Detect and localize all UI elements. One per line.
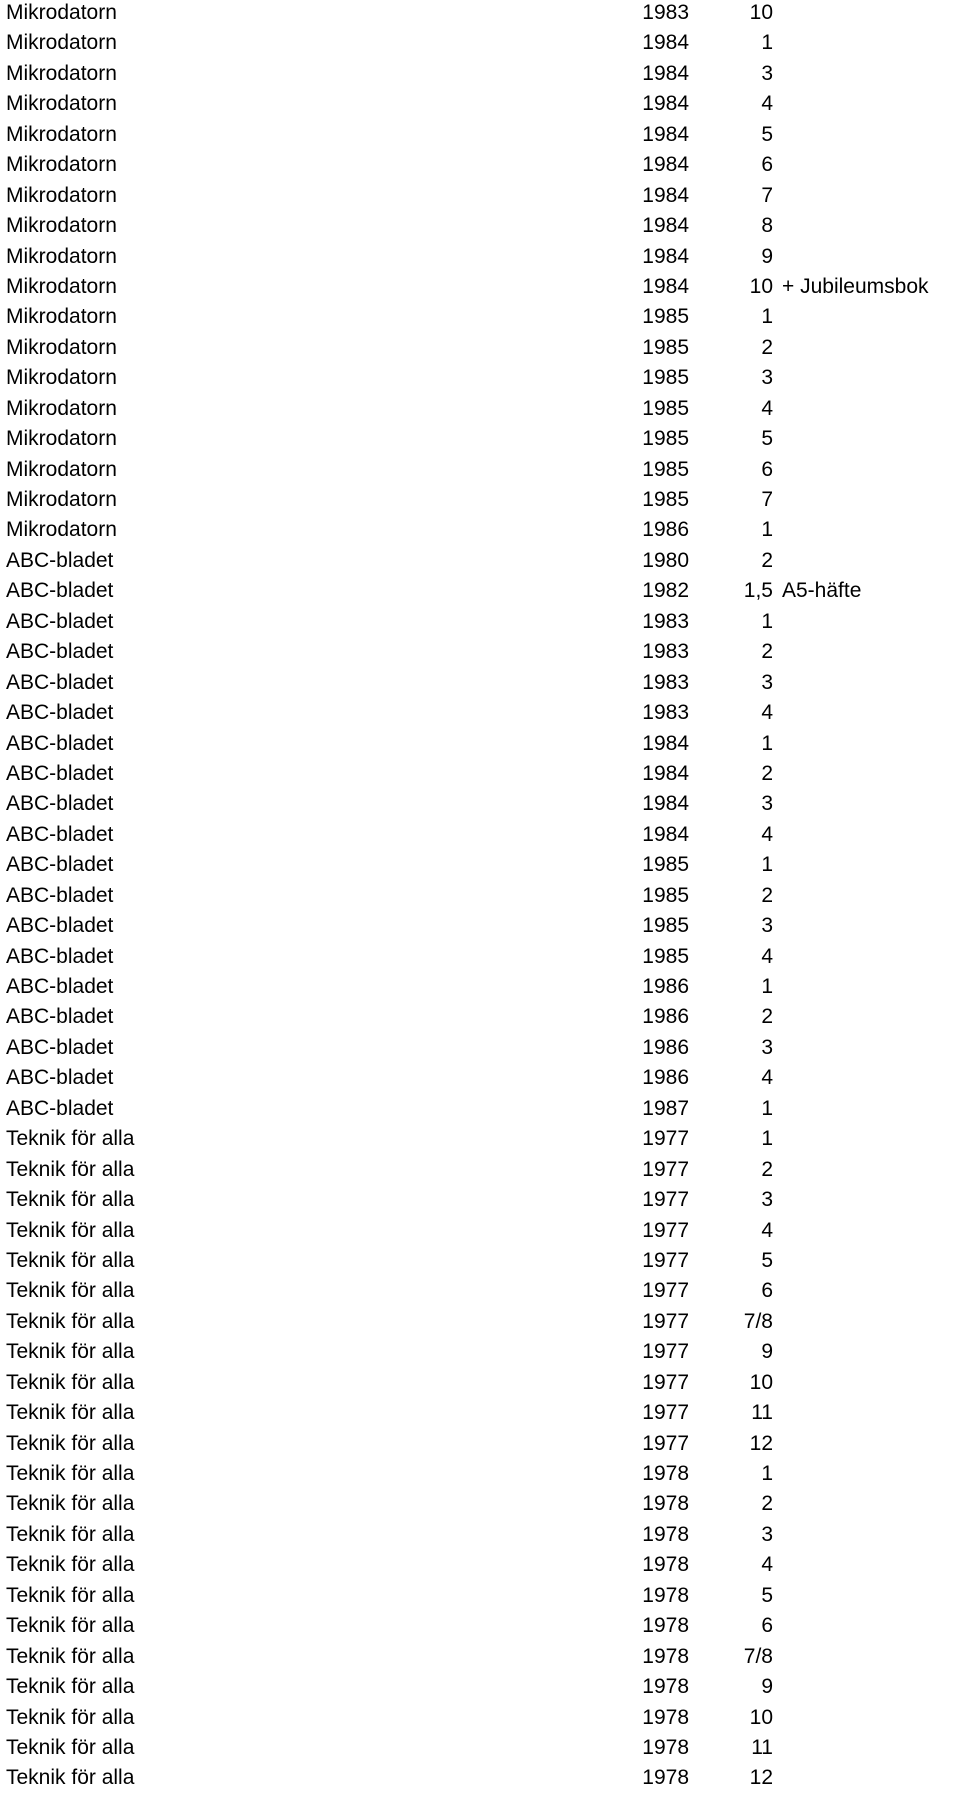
year-cell: 1984	[642, 183, 689, 207]
table-row	[0, 1733, 960, 1763]
table-row	[0, 546, 960, 576]
table-row	[0, 881, 960, 911]
issue-number-cell: 1	[761, 609, 773, 633]
year-cell: 1978	[642, 1553, 689, 1577]
issue-number-cell: 4	[761, 1553, 773, 1577]
issue-number-cell: 2	[761, 1492, 773, 1516]
issue-number-cell: 1,5	[743, 579, 773, 603]
table-row	[0, 394, 960, 424]
magazine-title-cell: ABC-bladet	[6, 853, 114, 877]
table-row	[0, 1459, 960, 1489]
issue-number-cell: 3	[761, 61, 773, 85]
issue-number-cell: 1	[761, 305, 773, 329]
table-row	[0, 1429, 960, 1459]
table-row	[0, 1489, 960, 1519]
magazine-title-cell: Mikrodatorn	[6, 518, 117, 542]
issue-number-cell: 2	[761, 335, 773, 359]
magazine-title-cell: ABC-bladet	[6, 548, 114, 572]
year-cell: 1977	[642, 1431, 689, 1455]
year-cell: 1983	[642, 701, 689, 725]
magazine-title-cell: Mikrodatorn	[6, 1, 117, 24]
issue-number-cell: 11	[751, 1735, 773, 1759]
year-cell: 1987	[642, 1096, 689, 1120]
magazine-title-cell: ABC-bladet	[6, 1066, 114, 1090]
magazine-title-cell: ABC-bladet	[6, 670, 114, 694]
table-row	[0, 1368, 960, 1398]
magazine-title-cell: Teknik för alla	[6, 1340, 135, 1364]
magazine-title-cell: Teknik för alla	[6, 1401, 135, 1425]
year-cell: 1985	[642, 853, 689, 877]
table-row	[0, 181, 960, 211]
table-row	[0, 1124, 960, 1154]
table-row	[0, 1276, 960, 1306]
table-row	[0, 820, 960, 850]
issue-number-cell: 5	[761, 1248, 773, 1272]
magazine-title-cell: ABC-bladet	[6, 761, 114, 785]
year-cell: 1977	[642, 1279, 689, 1303]
year-cell: 1984	[642, 214, 689, 238]
year-cell: 1982	[642, 579, 689, 603]
magazine-title-cell: ABC-bladet	[6, 1096, 114, 1120]
issue-number-cell: 3	[761, 1522, 773, 1546]
table-row	[0, 1033, 960, 1063]
table-row	[0, 89, 960, 119]
table-row	[0, 363, 960, 393]
issue-number-cell: 5	[761, 1583, 773, 1607]
year-cell: 1977	[642, 1309, 689, 1333]
magazine-title-cell: ABC-bladet	[6, 914, 114, 938]
table-row	[0, 59, 960, 89]
table-row	[0, 1002, 960, 1032]
issue-number-cell: 2	[761, 1005, 773, 1029]
magazine-title-cell: Teknik för alla	[6, 1248, 135, 1272]
year-cell: 1978	[642, 1614, 689, 1638]
table-row	[0, 1550, 960, 1580]
year-cell: 1978	[642, 1583, 689, 1607]
issue-number-cell: 4	[761, 92, 773, 116]
table-row	[0, 1703, 960, 1733]
table-row	[0, 120, 960, 150]
issue-number-cell: 10	[749, 274, 773, 298]
issue-number-cell: 7	[761, 183, 773, 207]
magazine-title-cell: ABC-bladet	[6, 792, 114, 816]
magazine-title-cell: ABC-bladet	[6, 640, 114, 664]
magazine-title-cell: ABC-bladet	[6, 883, 114, 907]
table-row	[0, 942, 960, 972]
year-cell: 1986	[642, 975, 689, 998]
magazine-title-cell: Teknik för alla	[6, 1188, 135, 1212]
magazine-title-cell: Teknik för alla	[6, 1279, 135, 1303]
magazine-title-cell: ABC-bladet	[6, 944, 114, 968]
table-row	[0, 272, 960, 302]
year-cell: 1986	[642, 518, 689, 542]
issue-number-cell: 9	[761, 1340, 773, 1364]
issue-number-cell: 4	[761, 701, 773, 725]
issue-number-cell: 6	[761, 1614, 773, 1638]
issue-number-cell: 10	[749, 1705, 773, 1729]
magazine-title-cell: Teknik för alla	[6, 1644, 135, 1668]
table-row	[0, 1337, 960, 1367]
table-row	[0, 850, 960, 880]
year-cell: 1977	[642, 1218, 689, 1242]
issue-number-cell: 2	[761, 761, 773, 785]
year-cell: 1984	[642, 122, 689, 146]
year-cell: 1985	[642, 883, 689, 907]
issue-number-cell: 7/8	[743, 1309, 773, 1333]
table-row	[0, 0, 960, 28]
year-cell: 1984	[642, 61, 689, 85]
table-row	[0, 424, 960, 454]
year-cell: 1977	[642, 1157, 689, 1181]
table-row	[0, 1063, 960, 1093]
year-cell: 1984	[642, 792, 689, 816]
magazine-title-cell: ABC-bladet	[6, 609, 114, 633]
table-row	[0, 150, 960, 180]
issue-number-cell: 3	[761, 1035, 773, 1059]
year-cell: 1984	[642, 274, 689, 298]
magazine-title-cell: Teknik för alla	[6, 1218, 135, 1242]
issue-number-cell: 12	[749, 1766, 773, 1790]
magazine-title-cell: Mikrodatorn	[6, 122, 117, 146]
table-row	[0, 1520, 960, 1550]
table-row	[0, 1672, 960, 1702]
magazine-title-cell: Mikrodatorn	[6, 305, 117, 329]
magazine-title-cell: Teknik för alla	[6, 1127, 135, 1151]
year-cell: 1977	[642, 1127, 689, 1151]
table-row	[0, 242, 960, 272]
magazine-title-cell: Mikrodatorn	[6, 427, 117, 451]
table-row	[0, 1155, 960, 1185]
issue-number-cell: 1	[761, 731, 773, 755]
magazine-title-cell: Teknik för alla	[6, 1309, 135, 1333]
table-row	[0, 1611, 960, 1641]
magazine-title-cell: Mikrodatorn	[6, 153, 117, 177]
issue-number-cell: 11	[751, 1401, 773, 1425]
table-row	[0, 1185, 960, 1215]
issue-number-cell: 3	[761, 792, 773, 816]
magazine-title-cell: ABC-bladet	[6, 822, 114, 846]
year-cell: 1985	[642, 427, 689, 451]
magazine-title-cell: Mikrodatorn	[6, 396, 117, 420]
table-row	[0, 576, 960, 606]
table-row	[0, 211, 960, 241]
magazine-title-cell: Teknik för alla	[6, 1522, 135, 1546]
table-row	[0, 1581, 960, 1611]
year-cell: 1984	[642, 92, 689, 116]
magazine-title-cell: Teknik för alla	[6, 1583, 135, 1607]
issue-number-cell: 10	[749, 1, 773, 24]
magazine-title-cell: Mikrodatorn	[6, 92, 117, 116]
magazine-title-cell: Mikrodatorn	[6, 274, 117, 298]
issue-number-cell: 4	[761, 1066, 773, 1090]
issue-number-cell: 7/8	[743, 1644, 773, 1668]
issue-number-cell: 12	[749, 1431, 773, 1455]
table-row	[0, 972, 960, 1002]
table-row	[0, 1763, 960, 1793]
year-cell: 1984	[642, 731, 689, 755]
table-row	[0, 911, 960, 941]
magazine-title-cell: Teknik för alla	[6, 1431, 135, 1455]
table-row	[0, 302, 960, 332]
issue-number-cell: 9	[761, 1675, 773, 1699]
year-cell: 1984	[642, 761, 689, 785]
magazine-title-cell: ABC-bladet	[6, 1035, 114, 1059]
year-cell: 1983	[642, 640, 689, 664]
magazine-title-cell: Teknik för alla	[6, 1157, 135, 1181]
magazine-title-cell: Mikrodatorn	[6, 366, 117, 390]
table-row	[0, 607, 960, 637]
year-cell: 1986	[642, 1005, 689, 1029]
table-row	[0, 515, 960, 545]
year-cell: 1986	[642, 1035, 689, 1059]
year-cell: 1978	[642, 1705, 689, 1729]
issue-number-cell: 4	[761, 396, 773, 420]
issue-number-cell: 2	[761, 883, 773, 907]
table-row	[0, 759, 960, 789]
magazine-title-cell: Teknik för alla	[6, 1675, 135, 1699]
issue-number-cell: 1	[761, 975, 773, 998]
issue-number-cell: 4	[761, 1218, 773, 1242]
issue-number-cell: 3	[761, 914, 773, 938]
year-cell: 1984	[642, 153, 689, 177]
issue-number-cell: 1	[761, 1127, 773, 1151]
year-cell: 1977	[642, 1248, 689, 1272]
issue-number-cell: 3	[761, 366, 773, 390]
year-cell: 1977	[642, 1188, 689, 1212]
year-cell: 1983	[642, 670, 689, 694]
magazine-title-cell: Mikrodatorn	[6, 214, 117, 238]
magazine-title-cell: Mikrodatorn	[6, 31, 117, 55]
magazine-title-cell: ABC-bladet	[6, 579, 114, 603]
magazine-title-cell: ABC-bladet	[6, 1005, 114, 1029]
magazine-title-cell: Teknik för alla	[6, 1705, 135, 1729]
year-cell: 1978	[642, 1735, 689, 1759]
year-cell: 1984	[642, 244, 689, 268]
year-cell: 1980	[642, 548, 689, 572]
year-cell: 1978	[642, 1462, 689, 1485]
issue-number-cell: 8	[761, 214, 773, 238]
issue-number-cell: 1	[761, 1096, 773, 1120]
magazine-title-cell: Mikrodatorn	[6, 488, 117, 511]
note-cell: + Jubileumsbok	[782, 274, 929, 298]
table-row	[0, 28, 960, 58]
year-cell: 1977	[642, 1401, 689, 1425]
table-row	[0, 1094, 960, 1124]
year-cell: 1985	[642, 914, 689, 938]
year-cell: 1983	[642, 609, 689, 633]
issue-number-cell: 10	[749, 1370, 773, 1394]
year-cell: 1985	[642, 488, 689, 511]
magazine-title-cell: ABC-bladet	[6, 701, 114, 725]
note-cell: A5-häfte	[782, 579, 862, 603]
table-row	[0, 789, 960, 819]
year-cell: 1983	[642, 1, 689, 24]
issue-number-cell: 6	[761, 153, 773, 177]
magazine-title-cell: Mikrodatorn	[6, 61, 117, 85]
year-cell: 1984	[642, 822, 689, 846]
issue-number-cell: 2	[761, 640, 773, 664]
year-cell: 1977	[642, 1340, 689, 1364]
issue-number-cell: 9	[761, 244, 773, 268]
table-row	[0, 668, 960, 698]
table-row	[0, 1216, 960, 1246]
table-row	[0, 485, 960, 515]
table-row	[0, 1642, 960, 1672]
magazine-title-cell: Mikrodatorn	[6, 244, 117, 268]
magazine-title-cell: Mikrodatorn	[6, 183, 117, 207]
magazine-title-cell: Teknik för alla	[6, 1492, 135, 1516]
year-cell: 1978	[642, 1766, 689, 1790]
table-row	[0, 1398, 960, 1428]
year-cell: 1985	[642, 305, 689, 329]
magazine-title-cell: Mikrodatorn	[6, 335, 117, 359]
table-row	[0, 1307, 960, 1337]
year-cell: 1985	[642, 396, 689, 420]
magazine-title-cell: Mikrodatorn	[6, 457, 117, 481]
issue-number-cell: 6	[761, 457, 773, 481]
year-cell: 1986	[642, 1066, 689, 1090]
year-cell: 1985	[642, 366, 689, 390]
magazine-title-cell: Teknik för alla	[6, 1370, 135, 1394]
year-cell: 1977	[642, 1370, 689, 1394]
table-row	[0, 1246, 960, 1276]
issue-number-cell: 3	[761, 670, 773, 694]
year-cell: 1985	[642, 335, 689, 359]
issue-number-cell: 1	[761, 853, 773, 877]
issue-number-cell: 4	[761, 822, 773, 846]
issue-number-cell: 2	[761, 1157, 773, 1181]
year-cell: 1978	[642, 1522, 689, 1546]
table-row	[0, 333, 960, 363]
year-cell: 1984	[642, 31, 689, 55]
issue-number-cell: 5	[761, 122, 773, 146]
issue-number-cell: 7	[761, 488, 773, 511]
magazine-title-cell: Teknik för alla	[6, 1553, 135, 1577]
issue-number-cell: 5	[761, 427, 773, 451]
table-row	[0, 729, 960, 759]
issue-number-cell: 2	[761, 548, 773, 572]
table-row	[0, 455, 960, 485]
year-cell: 1978	[642, 1644, 689, 1668]
year-cell: 1978	[642, 1492, 689, 1516]
issue-number-cell: 1	[761, 518, 773, 542]
issue-number-cell: 4	[761, 944, 773, 968]
table-row	[0, 698, 960, 728]
year-cell: 1978	[642, 1675, 689, 1699]
magazine-title-cell: Teknik för alla	[6, 1462, 135, 1485]
table-row	[0, 637, 960, 667]
magazine-title-cell: ABC-bladet	[6, 731, 114, 755]
issue-number-cell: 6	[761, 1279, 773, 1303]
issue-number-cell: 1	[761, 1462, 773, 1485]
magazine-title-cell: Teknik för alla	[6, 1735, 135, 1759]
magazine-title-cell: Teknik för alla	[6, 1766, 135, 1790]
magazine-title-cell: Teknik för alla	[6, 1614, 135, 1638]
year-cell: 1985	[642, 944, 689, 968]
issue-number-cell: 1	[761, 31, 773, 55]
magazine-title-cell: ABC-bladet	[6, 975, 114, 998]
year-cell: 1985	[642, 457, 689, 481]
issue-number-cell: 3	[761, 1188, 773, 1212]
